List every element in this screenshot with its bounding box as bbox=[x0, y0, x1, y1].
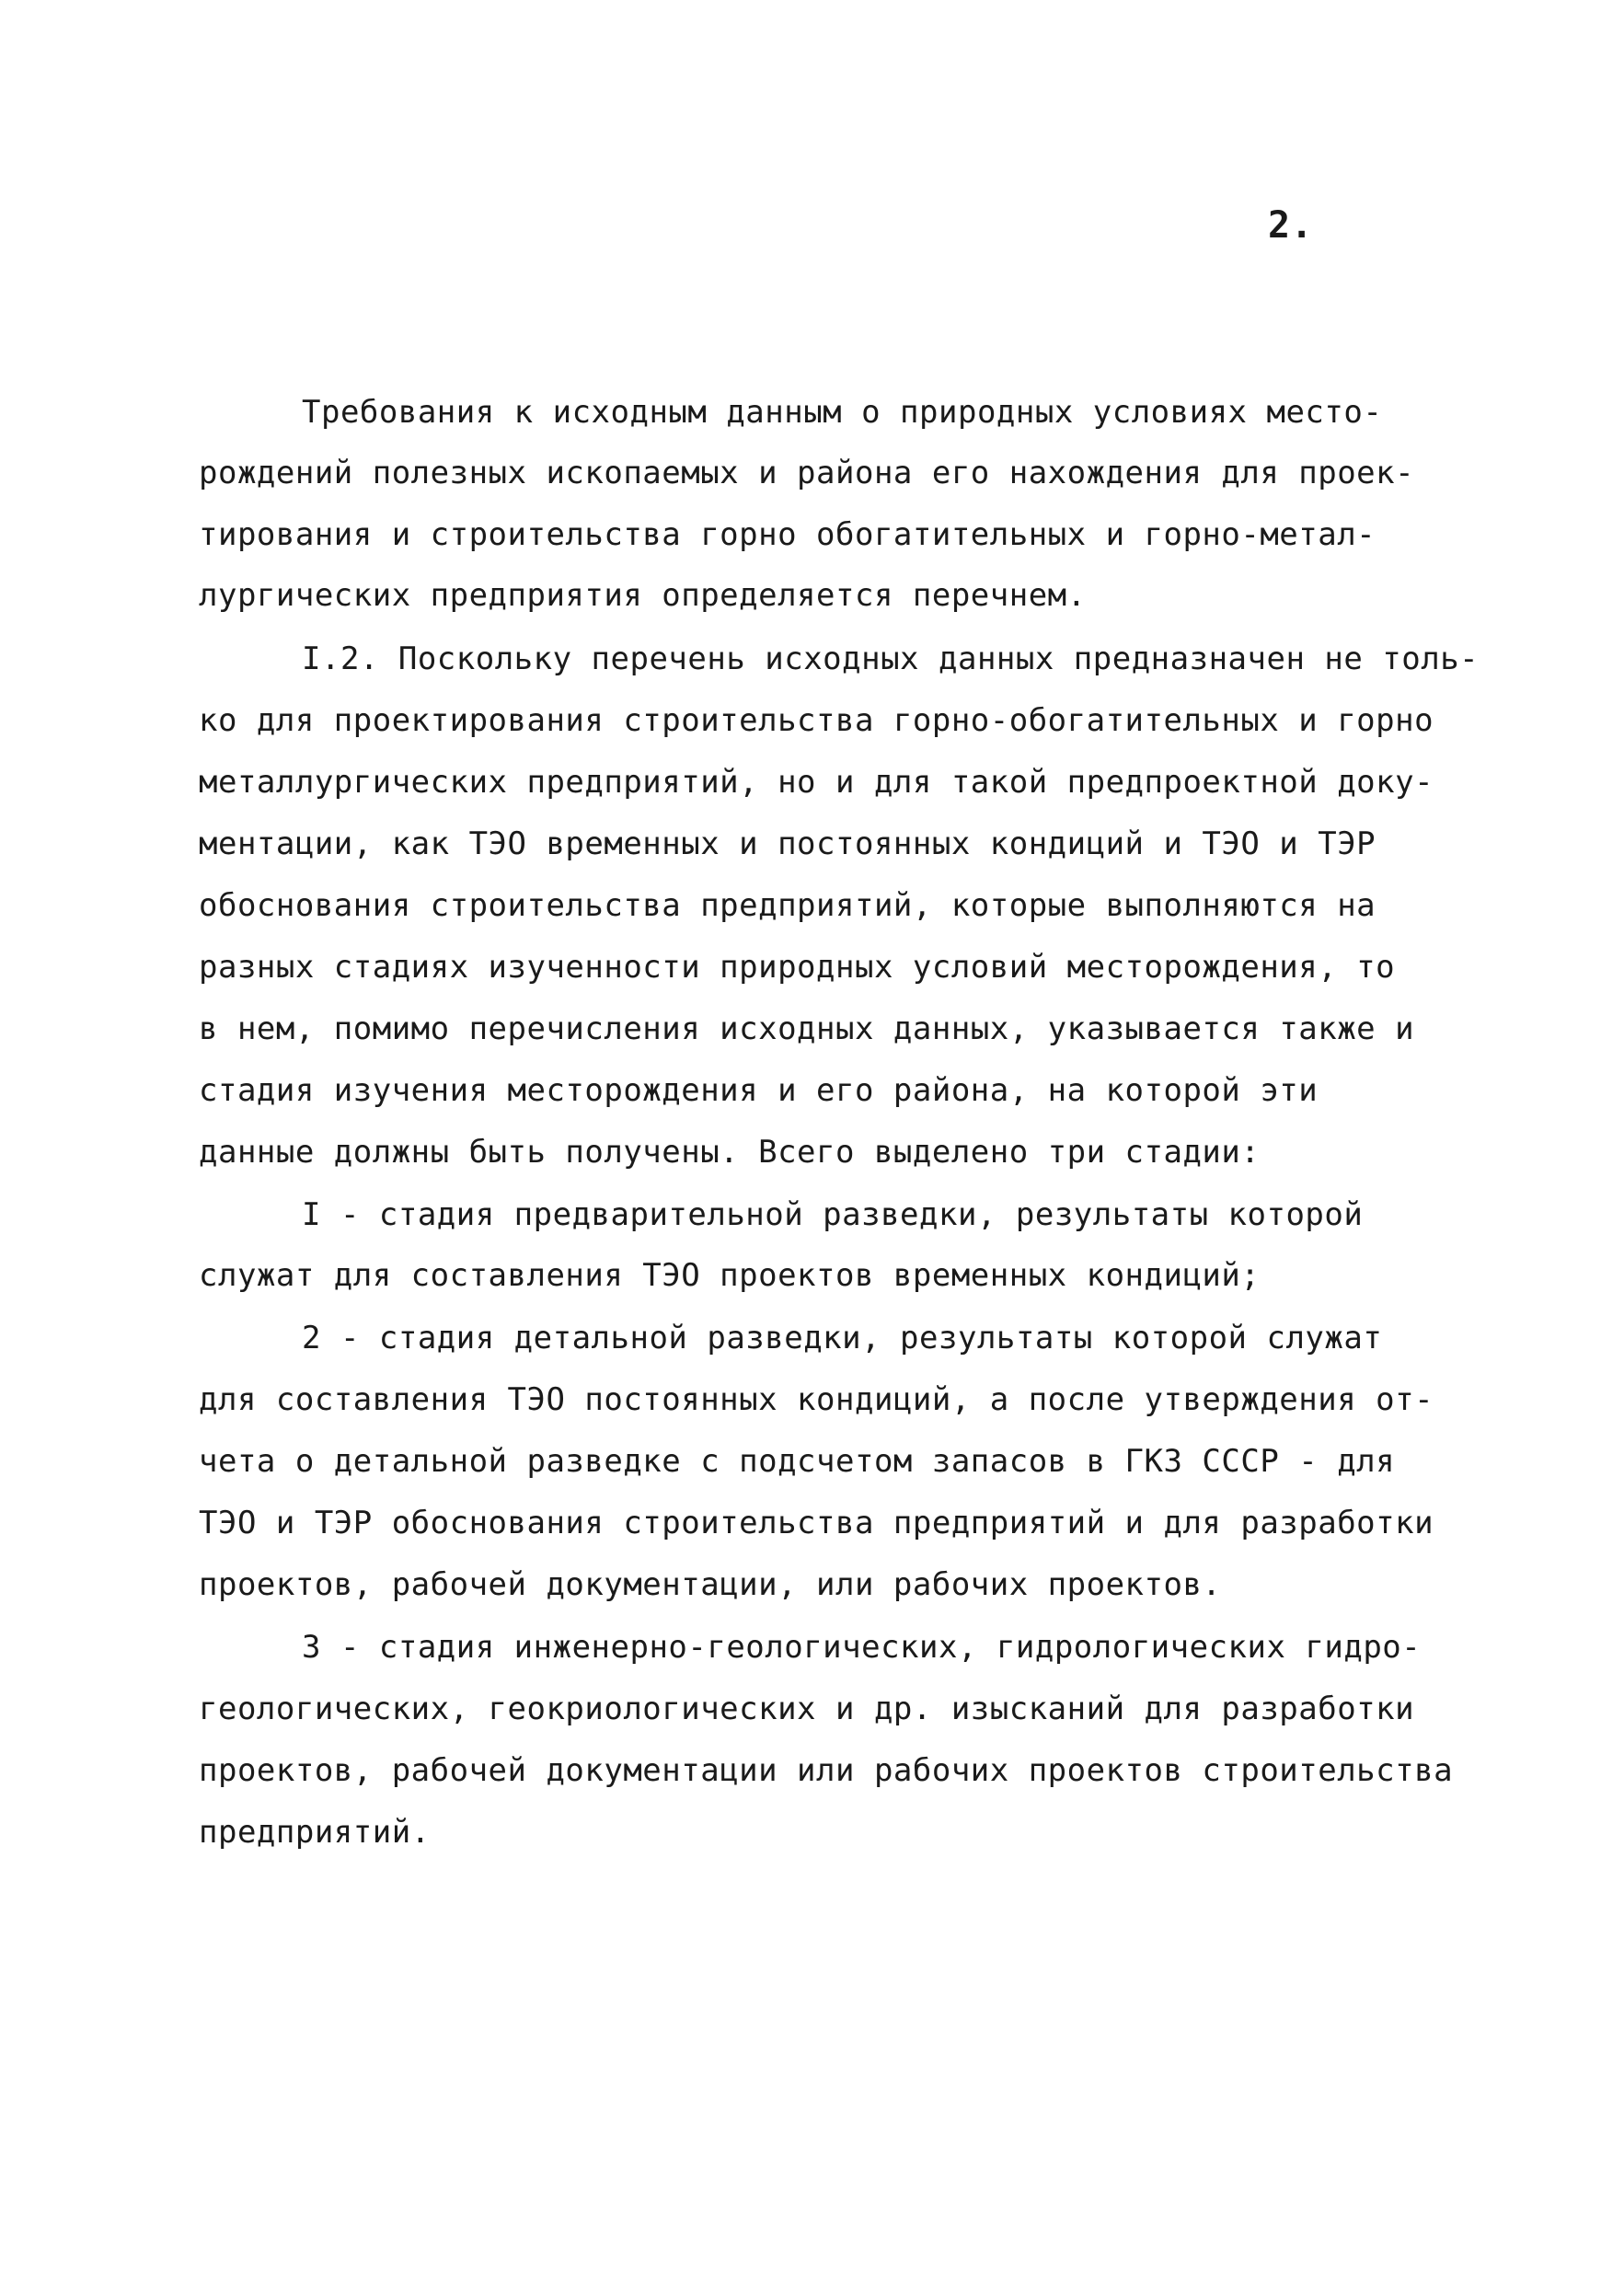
text-line: 3 - стадия инженерно-геологических, гидрологических гидро- bbox=[302, 1629, 1422, 1666]
text-line: рождений полезных ископаемых и района его нахождения для проек- bbox=[199, 455, 1415, 491]
text-line: I.2. Поскольку перечень исходных данных предназначен не толь- bbox=[302, 640, 1480, 677]
text-line: проектов, рабочей документации или рабочих проектов строительства bbox=[199, 1752, 1454, 1789]
text-line: геологических, геокриологических и др. изысканий для разработки bbox=[199, 1691, 1415, 1727]
text-line: проектов, рабочей документации, или рабочих проектов. bbox=[199, 1566, 1222, 1603]
text-line: предприятий. bbox=[199, 1814, 431, 1851]
text-line: металлургических предприятий, но и для такой предпроектной доку- bbox=[199, 764, 1434, 801]
text-line: разных стадиях изученности природных условий месторождения, то bbox=[199, 949, 1396, 986]
text-line: чета о детальной разведке с подсчетом запасов в ГКЗ СССР - для bbox=[199, 1443, 1396, 1480]
page-number: 2. bbox=[1268, 204, 1314, 247]
text-line: данные должны быть получены. Всего выделено три стадии: bbox=[199, 1134, 1261, 1171]
text-line: ментации, как ТЭО временных и постоянных кондиций и ТЭО и ТЭР bbox=[199, 825, 1376, 862]
text-line: лургических предприятия определяется перечнем. bbox=[199, 577, 1087, 614]
text-line: стадия изучения месторождения и его района, на которой эти bbox=[199, 1072, 1319, 1109]
text-line: ко для проектирования строительства горно-обогатительных и горно bbox=[199, 702, 1434, 739]
text-line: 2 - стадия детальной разведки, результаты которой служат bbox=[302, 1320, 1383, 1356]
text-line: тирования и строительства горно обогатительных и горно-метал- bbox=[199, 516, 1376, 553]
text-line: служат для составления ТЭО проектов временных кондиций; bbox=[199, 1257, 1261, 1294]
text-line: обоснования строительства предприятий, которые выполняются на bbox=[199, 887, 1376, 924]
text-line: I - стадия предварительной разведки, результаты которой bbox=[302, 1196, 1364, 1233]
text-line: для составления ТЭО постоянных кондиций, а после утверждения от- bbox=[199, 1381, 1434, 1418]
text-line: Требования к исходным данным о природных условиях место- bbox=[302, 394, 1383, 431]
text-line: ТЭО и ТЭР обоснования строительства предприятий и для разработки bbox=[199, 1505, 1434, 1541]
text-line: в нем, помимо перечисления исходных данных, указывается также и bbox=[199, 1010, 1415, 1047]
